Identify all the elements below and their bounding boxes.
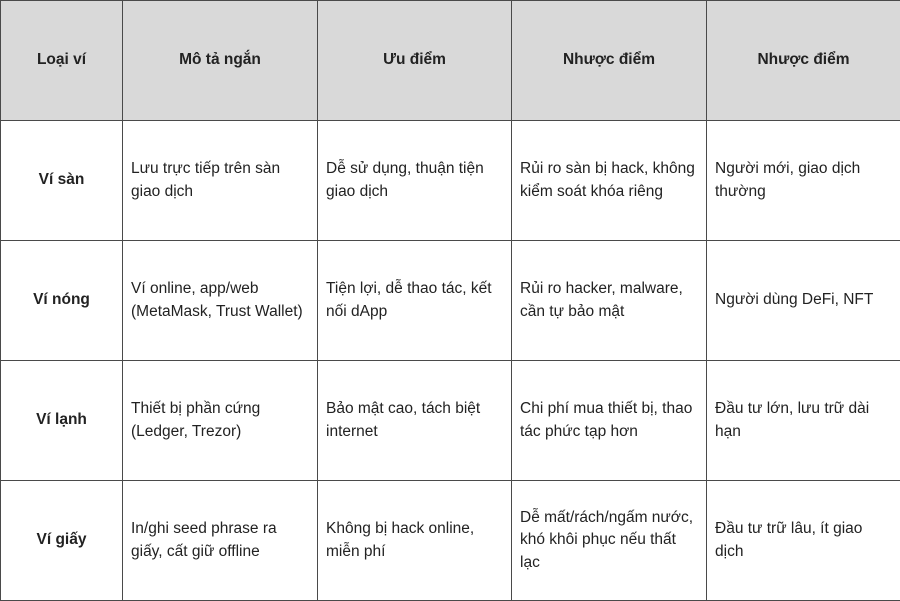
table-cell: Rủi ro sàn bị hack, không kiểm soát khóa riêng <box>512 121 707 241</box>
table-row <box>1 121 900 241</box>
header-disadvantages-2: Nhược điểm <box>707 1 900 121</box>
row-label: Ví lạnh <box>1 361 123 481</box>
table-cell: Người mới, giao dịch thường <box>707 121 900 241</box>
table-cell: Chi phí mua thiết bị, thao tác phức tạp hơn <box>512 361 707 481</box>
table-cell: Người dùng DeFi, NFT <box>707 241 900 361</box>
table-cell: Không bị hack online, miễn phí <box>318 481 512 601</box>
table-cell: In/ghi seed phrase ra giấy, cất giữ offline <box>123 481 318 601</box>
row-label: Ví giấy <box>1 481 123 601</box>
table-cell: Đầu tư trữ lâu, ít giao dịch <box>707 481 900 601</box>
table-cell: Dễ sử dụng, thuận tiện giao dịch <box>318 121 512 241</box>
table-header-row <box>1 1 900 121</box>
table-row <box>1 241 900 361</box>
table-cell: Lưu trực tiếp trên sàn giao dịch <box>123 121 318 241</box>
table-cell: Ví online, app/web (MetaMask, Trust Wallet) <box>123 241 318 361</box>
table-cell: Thiết bị phần cứng (Ledger, Trezor) <box>123 361 318 481</box>
table-row <box>1 481 900 601</box>
table-cell: Bảo mật cao, tách biệt internet <box>318 361 512 481</box>
table-cell: Tiện lợi, dễ thao tác, kết nối dApp <box>318 241 512 361</box>
table-cell: Rủi ro hacker, malware, cần tự bảo mật <box>512 241 707 361</box>
table-row <box>1 361 900 481</box>
header-short-description: Mô tả ngắn <box>123 1 318 121</box>
row-label: Ví nóng <box>1 241 123 361</box>
table-cell: Đầu tư lớn, lưu trữ dài hạn <box>707 361 900 481</box>
row-label: Ví sàn <box>1 121 123 241</box>
header-wallet-type: Loại ví <box>1 1 123 121</box>
table-cell: Dễ mất/rách/ngấm nước, khó khôi phục nếu thất lạc <box>512 481 707 601</box>
header-disadvantages: Nhược điểm <box>512 1 707 121</box>
header-advantages: Ưu điểm <box>318 1 512 121</box>
